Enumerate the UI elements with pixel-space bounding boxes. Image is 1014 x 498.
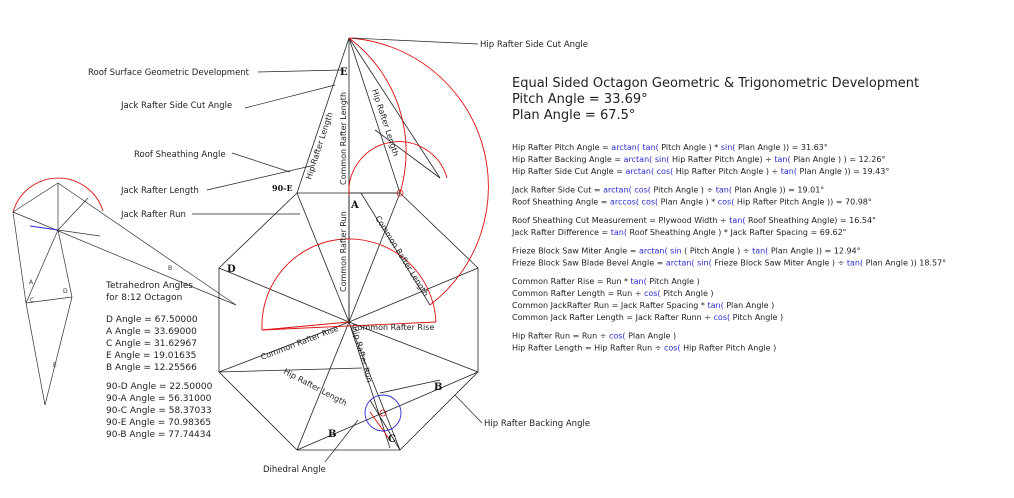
tetra-row: D Angle = 67.50000 <box>106 315 198 325</box>
formula-line: Common Jack Rafter Length = Jack Rafter Runn ÷ cos( Pitch Angle ) <box>512 313 784 322</box>
point-b-right: B <box>434 382 443 393</box>
mini-label-d: D <box>63 288 68 295</box>
point-b-left: B <box>328 429 337 440</box>
label-hip-rafter-length-right: Hip Rafter Length <box>370 87 401 158</box>
tetra-row: E Angle = 19.01635 <box>106 351 197 361</box>
tetra-angle-list-1 <box>106 315 198 373</box>
label-hip-rafter-length-low: Hip Rafter Length <box>282 366 349 408</box>
callout-roof-sheathing: Roof Sheathing Angle <box>134 150 226 160</box>
pitch-angle-heading: Pitch Angle = 33.69° <box>512 92 648 107</box>
label-common-rafter-length-2: Common Rafter Length <box>373 214 431 298</box>
formula-line: Hip Rafter Length = Hip Rafter Run ÷ cos( Hip Rafter Pitch Angle ) <box>512 343 777 353</box>
plan-angle-heading: Plan Angle = 67.5° <box>512 108 636 123</box>
label-common-rafter-rise-b: Common Rafter Rise <box>352 323 435 332</box>
callout-dihedral: Dihedral Angle <box>263 465 326 475</box>
tetra-row: 90-C Angle = 58.37033 <box>106 406 212 416</box>
formula-line: Hip Rafter Side Cut Angle = arctan( cos( Hip Rafter Pitch Angle ) ÷ tan( Plan Angle )) = 19.43° <box>512 167 890 176</box>
callout-hip-side-cut: Hip Rafter Side Cut Angle <box>480 40 589 50</box>
label-common-rafter-length: Common Rafter Length <box>339 91 348 185</box>
formula-line: Common Rafter Length = Run ÷ cos( Pitch Angle ) <box>512 289 714 298</box>
formula-line: Hip Rafter Backing Angle = arctan( sin( Hip Rafter Pitch Angle) ÷ tan( Plan Angle ) ) = 12.26° <box>512 155 886 164</box>
callout-hip-backing: Hip Rafter Backing Angle <box>484 419 591 429</box>
mini-label-b: B <box>168 265 173 272</box>
point-90-e: 90-E <box>272 183 293 193</box>
label-common-rafter-run: Common Rafter Run <box>339 211 348 292</box>
mini-label-e: E <box>53 362 57 369</box>
formula-line: Roof Sheathing Angle = arccos( cos( Plan Angle ) * cos( Hip Rafter Pitch Angle )) = 70.98° <box>512 197 872 207</box>
tetra-row: B Angle = 12.25566 <box>106 363 197 373</box>
callout-jack-length: Jack Rafter Length <box>121 186 199 196</box>
formula-list <box>511 143 946 353</box>
tetra-row: 90-A Angle = 56.31000 <box>106 394 212 404</box>
formula-line: Frieze Block Saw Miter Angle = arctan( sin ( Pitch Angle ) ÷ tan( Plan Angle )) = 12.94° <box>512 246 861 256</box>
tetra-row: C Angle = 31.62967 <box>106 339 197 349</box>
formula-line: Hip Rafter Run = Run ÷ cos( Plan Angle ) <box>512 331 677 341</box>
tetra-row: 90-E Angle = 70.98365 <box>106 418 212 428</box>
formula-line: Hip Rafter Pitch Angle = arctan( tan( Pitch Angle ) * sin( Plan Angle )) = 31.63° <box>512 143 828 152</box>
label-hip-rafter-length-left: Hip Rafter Length <box>304 110 335 181</box>
point-e: E <box>340 67 348 78</box>
point-c: C <box>388 434 396 445</box>
tetra-row: 90-B Angle = 77.74434 <box>106 430 212 440</box>
tetra-row: 90-D Angle = 22.50000 <box>106 382 213 392</box>
formula-line: Frieze Block Saw Blade Bevel Angle = arctan( sin( Frieze Block Saw Miter Angle ) ÷ tan( Plan Angle )) 18.57° <box>512 258 947 268</box>
callout-jack-run: Jack Rafter Run <box>121 210 186 220</box>
formula-line: Common Rafter Rise = Run * tan( Pitch Angle ) <box>512 277 700 286</box>
tetra-header-1: Tetrahedron Angles <box>106 281 194 291</box>
formula-line: Roof Sheathing Cut Measurement = Plywood Width ÷ tan( Roof Sheathing Angle) = 16.54" <box>512 216 876 225</box>
label-common-rafter-rise-a: Common Rafter Rise <box>259 323 340 362</box>
tetra-header-2: for 8:12 Octagon <box>106 293 183 303</box>
mini-label-c: C <box>30 297 35 304</box>
formula-line: Jack Rafter Difference = tan( Roof Sheathing Angle ) * Jack Rafter Spacing = 69.62" <box>512 228 847 237</box>
callout-roof-surface: Roof Surface Geometric Development <box>88 68 250 78</box>
point-a: A <box>351 200 359 211</box>
diagram-title: Equal Sided Octagon Geometric & Trigonometric Development <box>512 76 920 91</box>
tetra-row: A Angle = 33.69000 <box>106 327 197 337</box>
mini-label-a: A <box>29 279 34 286</box>
formula-line: Jack Rafter Side Cut = arctan( cos( Pitch Angle ) ÷ tan( Plan Angle )) = 19.01° <box>512 185 825 195</box>
point-d: D <box>227 264 236 275</box>
formula-line: Common JackRafter Run = Jack Rafter Spacing * tan( Plan Angle ) <box>512 301 775 310</box>
tetra-angle-list-2 <box>106 382 213 440</box>
callout-jack-side-cut: Jack Rafter Side Cut Angle <box>121 101 233 111</box>
label-hip-rafter-run: Hip Rafter Run <box>350 325 374 384</box>
